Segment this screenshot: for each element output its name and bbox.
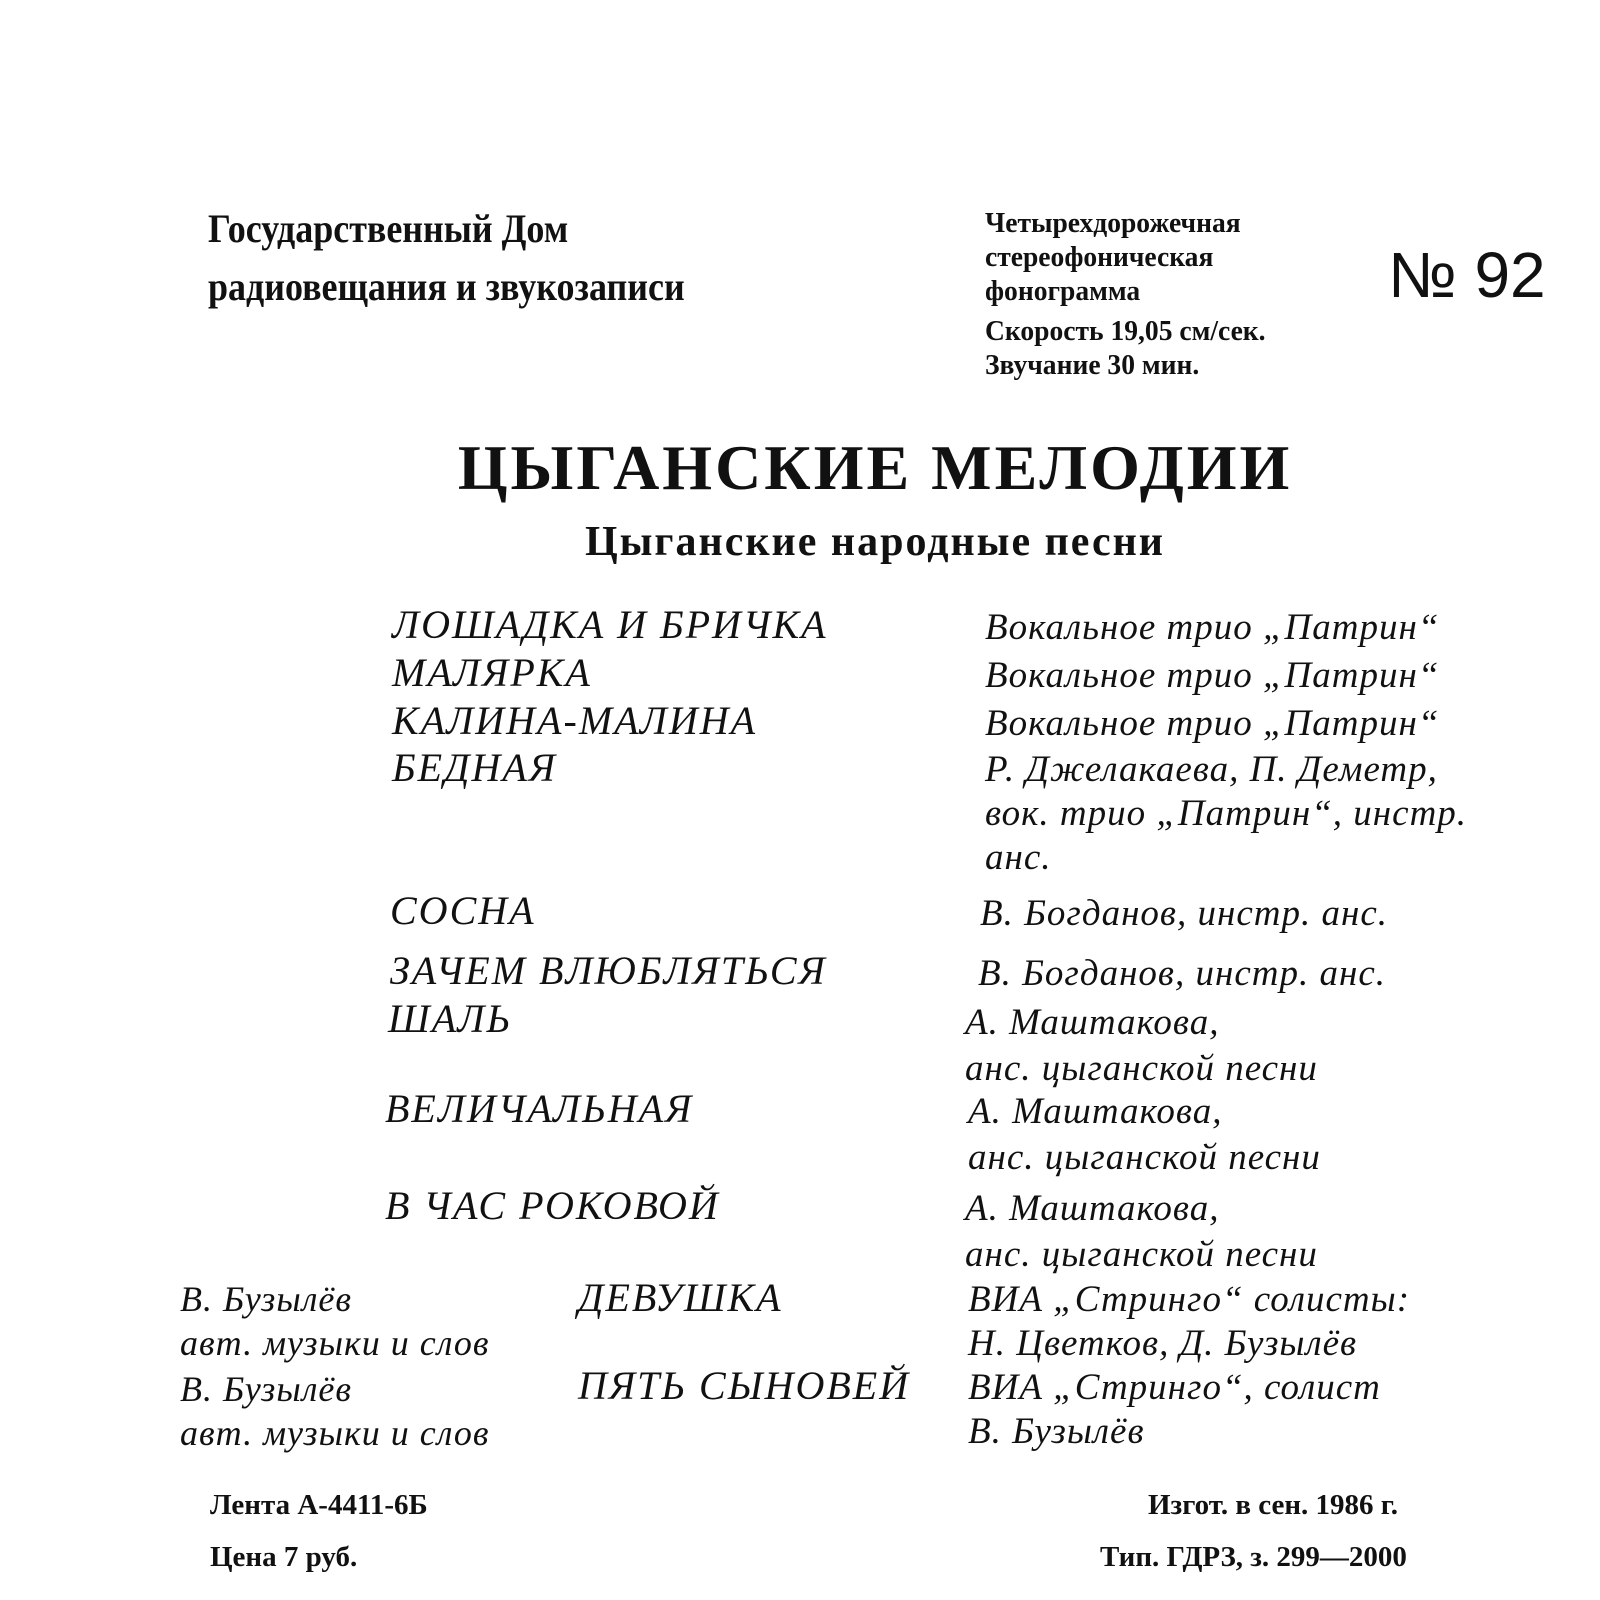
track-performer [978, 951, 1386, 996]
author-name: В. Бузылёв [180, 1279, 353, 1319]
performer-line: ВИА „Стринго“ солисты: [968, 1279, 1411, 1320]
track-song: ЗАЧЕМ ВЛЮБЛЯТЬСЯ [390, 948, 827, 993]
track-song: ВЕЛИЧАЛЬНАЯ [385, 1086, 694, 1131]
printing-info: Тип. ГДРЗ, з. 299—2000 [1100, 1541, 1407, 1573]
track-performer [980, 891, 1388, 936]
performer-line: Н. Цветков, Д. Бузылёв [968, 1323, 1358, 1364]
track-song: БЕДНАЯ [392, 745, 558, 790]
performer-line: А. Маштакова, [965, 1002, 1220, 1043]
album-title: ЦЫГАНСКИЕ МЕЛОДИИ [457, 432, 1293, 503]
organization-line-2: радиовещания и звукозаписи [208, 264, 685, 309]
author-role: авт. музыки и слов [180, 1413, 490, 1453]
author-name: В. Бузылёв [180, 1369, 353, 1409]
organization-line-1: Государственный Дом [208, 206, 569, 251]
track-performer [985, 748, 1467, 880]
performer-line: А. Маштакова, [965, 1188, 1220, 1229]
track-author [180, 1277, 490, 1365]
performer-line: Вокальное трио „Патрин“ [985, 607, 1440, 648]
track-author [180, 1367, 490, 1455]
album-subtitle: Цыганские народные песни [584, 519, 1166, 565]
track-song: ЛОШАДКА И БРИЧКА [392, 602, 828, 647]
track-performer [985, 605, 1439, 650]
track-song: ДЕВУШКА [578, 1275, 783, 1320]
tape-label: Лента А-4411-6Б [210, 1489, 428, 1521]
track-performer [965, 1000, 1318, 1092]
organization-name [208, 200, 685, 316]
spec-line-3: фонограмма [985, 275, 1141, 307]
performer-line: анс. цыганской песни [965, 1234, 1318, 1275]
performer-line: В. Богданов, инстр. анс. [980, 893, 1389, 934]
performer-line: анс. [985, 837, 1052, 878]
performer-line: вок. трио „Патрин“, инстр. [985, 793, 1468, 834]
performer-line: А. Маштакова, [968, 1091, 1223, 1132]
performer-line: Вокальное трио „Патрин“ [985, 655, 1440, 696]
price-label: Цена 7 руб. [210, 1541, 358, 1573]
spec-line-2: стереофоническая [985, 241, 1214, 273]
track-performer [968, 1089, 1321, 1181]
track-performer [985, 653, 1439, 698]
track-song: В ЧАС РОКОВОЙ [385, 1183, 720, 1228]
performer-line: ВИА „Стринго“, солист [968, 1367, 1381, 1408]
track-song: ШАЛЬ [388, 996, 513, 1041]
performer-line: Р. Джелакаева, П. Деметр, [985, 749, 1438, 790]
performer-line: В. Бузылёв [968, 1411, 1145, 1452]
track-performer [965, 1186, 1318, 1278]
performer-line: анс. цыганской песни [965, 1048, 1318, 1089]
track-song: КАЛИНА-МАЛИНА [392, 698, 758, 743]
track-song: СОСНА [390, 888, 536, 933]
spec-line-1: Четырехдорожечная [985, 207, 1241, 239]
track-performer [985, 701, 1439, 746]
track-song: МАЛЯРКА [392, 650, 592, 695]
performer-line: Вокальное трио „Патрин“ [985, 703, 1440, 744]
spec-line-4: Скорость 19,05 см/сек. [985, 315, 1266, 347]
performer-line: анс. цыганской песни [968, 1137, 1321, 1178]
track-song: ПЯТЬ СЫНОВЕЙ [578, 1363, 911, 1408]
spec-line-5: Звучание 30 мин. [985, 349, 1200, 381]
author-role: авт. музыки и слов [180, 1323, 490, 1363]
recording-specs [985, 206, 1266, 382]
performer-line: В. Богданов, инстр. анс. [978, 953, 1387, 994]
manufacture-date: Изгот. в сен. 1986 г. [1148, 1489, 1398, 1521]
catalog-number: № 92 [1388, 239, 1546, 311]
track-performer [968, 1366, 1381, 1454]
track-performer [968, 1278, 1410, 1366]
